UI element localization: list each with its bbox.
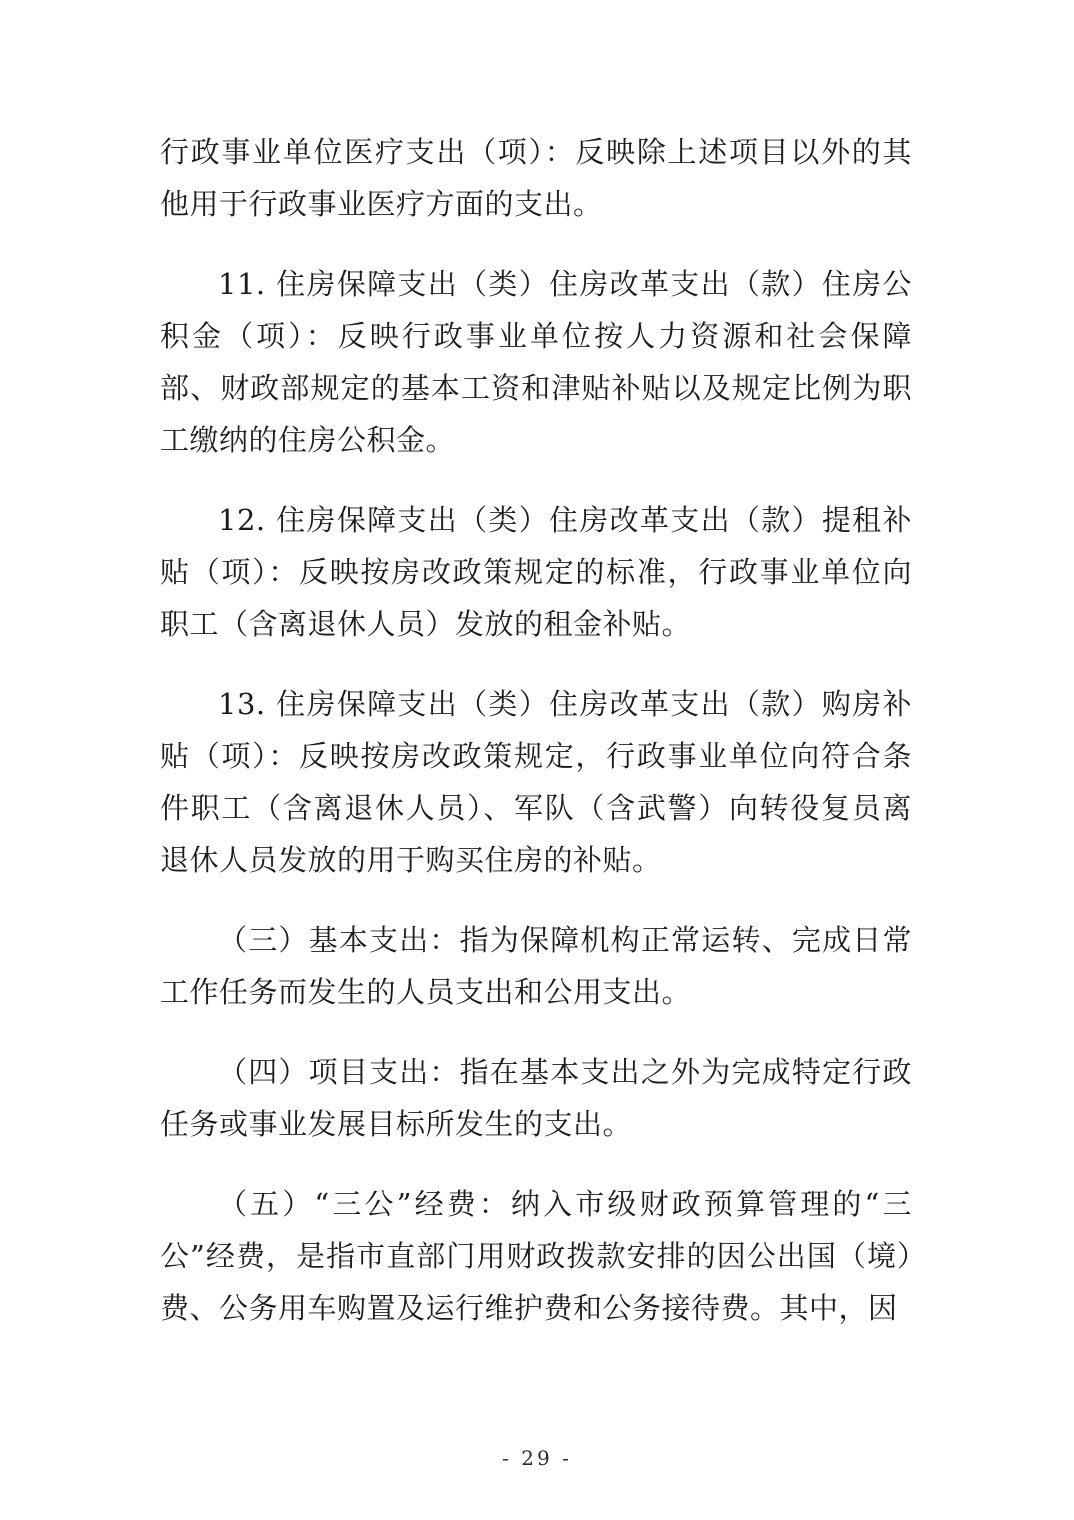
paragraph-item-11-housing-fund: 11. 住房保障支出（类）住房改革支出（款）住房公积金（项）：反映行政事业单位按人力资源和社会保障部、财政部规定的基本工资和津贴补贴以及规定比例为职工缴纳的住房公积金。 [160,267,912,457]
page-footer [0,1446,1074,1470]
paragraph-medical-expenditure-continuation: 行政事业单位医疗支出（项）：反映除上述项目以外的其他用于行政事业医疗方面的支出。 [160,135,912,221]
paragraph-item-13-home-purchase-subsidy: 13. 住房保障支出（类）住房改革支出（款）购房补贴（项）：反映按房改政策规定，行政事业单位向符合条件职工（含离退休人员）、军队（含武警）向转役复员离退休人员发放的用于购买住房的补贴。 [160,687,912,877]
paragraph-item-5-three-public-funds: （五）“三公”经费：纳入市级财政预算管理的“三公”经费，是指市直部门用财政拨款安排的因公出国（境）费、公务用车购置及运行维护费和公务接待费。其中，因 [160,1187,912,1325]
document-body [160,126,912,1362]
paragraph-item-12-rent-subsidy: 12. 住房保障支出（类）住房改革支出（款）提租补贴（项）：反映按房改政策规定的标准，行政事业单位向职工（含离退休人员）发放的租金补贴。 [160,503,912,641]
page-number: - 29 - [502,1446,572,1470]
paragraph-item-4-project-expenditure: （四）项目支出：指在基本支出之外为完成特定行政任务或事业发展目标所发生的支出。 [160,1055,912,1141]
paragraph-item-3-basic-expenditure: （三）基本支出：指为保障机构正常运转、完成日常工作任务而发生的人员支出和公用支出。 [160,923,912,1009]
